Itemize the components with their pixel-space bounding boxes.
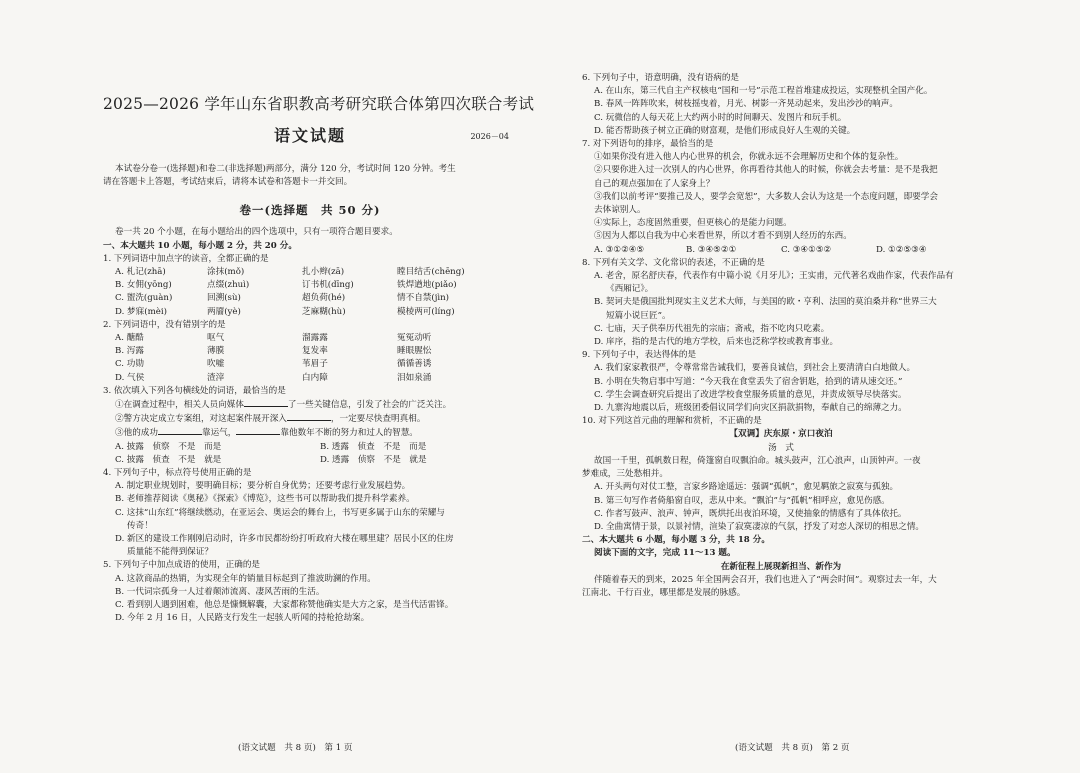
sentence-line: 去体谅别人。 <box>594 205 646 216</box>
option-cell: C. ③④①⑤② <box>781 244 832 255</box>
option-cell: A. 披露 侦察 不是 而是 <box>115 441 222 452</box>
option-cell: 芝麻糊(hù) <box>302 306 346 317</box>
option-line: D. 九寨沟地震以后，班级团委倡议同学们向灾区捐款捐物，奉献自己的绵薄之力。 <box>594 403 907 414</box>
option-cell: 复发率 <box>302 346 328 357</box>
option-cell: 泪如泉涌 <box>397 372 432 383</box>
option-cell: 模棱两可(líng) <box>397 306 455 317</box>
question-stem: 5. 下列句子中加点成语的使用，正确的是 <box>103 560 261 571</box>
poem-line: 故国一千里，孤帆数日程，倚篷窗自叹飘泊命。城头鼓声，江心浪声，山顶钟声。一夜 <box>594 455 921 466</box>
option-cell: 溜露露 <box>302 333 328 344</box>
option-line: C. 七庙，天子供奉历代祖先的宗庙；斋戒，指不吃肉只吃素。 <box>594 323 830 334</box>
option-cell: A. 札记(zhā) <box>115 267 166 278</box>
question-stem: 6. 下列句子中，语意明确，没有语病的是 <box>582 73 740 83</box>
question-stem: 8. 下列有关文学、文化常识的表述，不正确的是 <box>582 257 765 268</box>
section-note: 卷一共 20 个小题，在每小题给出的四个选项中，只有一项符合题目要求。 <box>115 227 398 238</box>
option-cell: D. 梦寐(mèi) <box>115 306 167 317</box>
question-8 <box>582 257 980 349</box>
option-line: B. 春风一阵阵吹来，树枝摇曳着，月光、树影一齐晃动起来，发出沙沙的响声。 <box>594 99 898 110</box>
sentence-part: ，一定要尽快查明真相。 <box>330 414 426 425</box>
option-cell: D. 气侯 <box>115 372 145 383</box>
option-cell: D. ①②⑤③④ <box>876 244 927 255</box>
option-line: 传奇！ <box>127 520 153 531</box>
question-6 <box>582 72 980 138</box>
option-row <box>103 358 517 371</box>
option-cell: 回溯(sù) <box>207 293 241 304</box>
sentence-line: ②只要你进入过一次别人的内心世界，你再看待其他人的时候，你就会去考量：是不是我把 <box>594 165 938 176</box>
question-stem: 9. 下列句子中，表达得体的是 <box>582 350 697 361</box>
option-cell: B. 泻露 <box>115 346 144 357</box>
option-line: B. 老师推荐阅读《奥秘》《探索》《博览》，这些书可以帮助我们提升科学素养。 <box>115 494 415 505</box>
question-7 <box>582 138 980 257</box>
option-cell: D. 透露 侦察 不是 就是 <box>320 454 427 465</box>
sentence-part: 了一些关键信息，引发了社会的广泛关注。 <box>287 400 452 411</box>
option-line: C. 看到别人遇到困难，他总是慷慨解囊，大家都称赞他确实是大方之家，是当代活雷锋。 <box>115 600 454 611</box>
fill-sentence <box>103 398 517 412</box>
reading-instruction: 阅读下面的文字，完成 11～13 题。 <box>594 548 736 559</box>
blank-line <box>287 412 331 421</box>
question-stem: 10. 对下列这首元曲的理解和赏析，不正确的是 <box>582 416 762 427</box>
option-cell: 订书机(dīng) <box>302 280 354 291</box>
fill-sentence <box>103 412 517 426</box>
option-row <box>103 441 517 454</box>
sentence-part: 靠运气， <box>201 428 237 439</box>
question-5 <box>103 559 517 625</box>
option-cell: A. 醣酷 <box>115 333 144 344</box>
question-3 <box>103 385 517 467</box>
option-line: C. 玩微信的人每天花上大约两小时的时间聊天、发图片和玩手机。 <box>594 112 847 123</box>
fill-sentence <box>103 426 517 440</box>
option-line: D. 能否帮助孩子树立正确的财富观，是他们形成良好人生观的关键。 <box>594 125 856 136</box>
poem-line: 梦难成，三处愁相并。 <box>582 469 668 480</box>
question-2 <box>103 319 517 385</box>
question-4 <box>103 467 517 559</box>
option-row <box>103 306 517 319</box>
option-line: 短篇小说巨匠”。 <box>606 310 671 321</box>
option-row <box>103 345 517 358</box>
option-line: A. 老舍，原名舒庆春，代表作有中篇小说《月牙儿》；王实甫，元代著名戏曲作家，代表作品有 <box>594 271 954 282</box>
option-line: C. 这抹“山东红”将继续燃动，在亚运会、奥运会的舞台上，书写更多属于山东的荣耀与 <box>115 507 445 518</box>
option-line: C. 作者写鼓声、浪声、钟声，既烘托出夜泊环境，又使抽象的情感有了具体依托。 <box>594 508 907 519</box>
option-line: D. 今年 2 月 16 日，人民路支行发生一起骇人听闻的持枪抢劫案。 <box>115 613 370 624</box>
question-1 <box>103 253 517 319</box>
option-cell: 呕气 <box>207 333 225 344</box>
option-cell: 苇眉子 <box>302 359 328 370</box>
option-line: C. 学生会调查研究后提出了改进学校食堂服务质量的意见，并责成领导尽快落实。 <box>594 389 907 400</box>
option-cell: 超负荷(hé) <box>302 293 346 304</box>
option-row <box>103 454 517 467</box>
sentence-line: ⑤因为人都以自我为中心来看世界，所以才看不到别人经历的东西。 <box>594 231 852 242</box>
option-line: D. 庠序，指的是古代的地方学校，后来也泛称学校或教育事业。 <box>594 337 839 348</box>
option-line: A. 这款商品的热销，为实现全年的销量目标起到了推波助澜的作用。 <box>115 573 376 584</box>
option-line: B. 一代词宗孤身一人过着颠沛流离、凄风苦雨的生活。 <box>115 586 325 597</box>
page-footer: (语文试题 共 8 页) 第 2 页 <box>735 743 850 753</box>
option-cell: 点缀(zhuì) <box>207 280 250 291</box>
option-cell: 冤冤动听 <box>397 333 432 344</box>
option-cell: 睡眼腥忪 <box>397 346 432 357</box>
question-stem: 4. 下列句子中，标点符号使用正确的是 <box>103 468 252 479</box>
intro <box>103 163 517 189</box>
option-row <box>103 372 517 385</box>
subject-row <box>103 123 517 149</box>
sentence-line: ③我们以前考评“要推己及人，要学会宽恕”，大多数人会认为这是一个态度问题，即要学会 <box>594 191 938 202</box>
option-cell: 薄膜 <box>207 346 225 357</box>
option-line: A. 我们家家教很严，令尊常常告诫我们，要善良诚信，到社会上要清清白白地做人。 <box>594 363 916 374</box>
exam-title: 2025—2026 学年山东省职教高考研究联合体第四次联合考试 <box>103 95 535 113</box>
option-cell: 瞠目结舌(chēng) <box>397 267 465 278</box>
option-cell: B. 女佣(yōng) <box>115 280 172 291</box>
blank-line <box>244 398 288 407</box>
option-cell: A. ③①②④⑤ <box>594 244 645 255</box>
option-line: 《西厢记》。 <box>606 284 654 295</box>
page-footer: (语文试题 共 8 页) 第 1 页 <box>238 743 353 753</box>
question-10 <box>582 415 980 534</box>
blank-line <box>158 426 202 435</box>
option-row <box>103 332 517 345</box>
option-line: A. 制定职业规划时，要明确目标；要分析自身优势；还要考虑行业发展趋势。 <box>115 481 411 492</box>
sentence-line: 自己的观点强加在了人家身上？ <box>594 178 715 189</box>
option-line: B. 契诃夫是俄国批判现实主义艺术大师，与美国的欧・亨利、法国的莫泊桑并称“世界三大 <box>594 297 937 308</box>
option-cell: C. 盥洗(guàn) <box>115 293 173 304</box>
question-9 <box>582 349 980 415</box>
option-line: 质量能不能得到保证？ <box>127 547 213 558</box>
subject-title: 语文试题 <box>273 126 346 145</box>
question-stem: 3. 依次填入下列各句横线处的词语，最恰当的是 <box>103 385 286 396</box>
option-cell: C. 功勋 <box>115 359 144 370</box>
article-line: 江南北、千行百业，哪里都是发展的脉感。 <box>582 587 746 598</box>
option-cell: 吹嘘 <box>207 359 225 370</box>
sentence-part: ②警方决定成立专案组，对这起案件展开深入 <box>115 414 287 425</box>
option-row <box>103 266 517 279</box>
option-line: D. 新区的建设工作刚刚启动时，许多市民都纷纷打听政府大楼在哪里建？居民小区的住房 <box>115 534 454 545</box>
poem-title: 【双调】庆东原・京口夜泊 <box>729 429 833 440</box>
option-row <box>103 279 517 292</box>
option-line: A. 开头两句对仗工整，言家乡路途遥远：强调“孤帆”，愈见羁旅之寂寞与孤独。 <box>594 482 899 493</box>
option-cell: 扎小辫(zā) <box>302 267 345 278</box>
option-cell: B. ③④⑤②① <box>686 244 737 255</box>
question-stem: 2. 下列词语中，没有错别字的是 <box>103 319 226 330</box>
option-cell: 两靥(yè) <box>207 306 241 317</box>
poem-author: 汤 式 <box>768 442 794 453</box>
option-cell: 渣滓 <box>207 372 225 383</box>
section-title: 卷一(选择题 共 50 分) <box>239 203 381 218</box>
part2-title: 二、本大题共 6 小题，每小题 3 分，共 18 分。 <box>582 535 770 546</box>
option-line: D. 全曲寓情于景，以景衬情，渲染了寂寞凄凉的气氛，抒发了对恋人深切的相思之情。 <box>594 521 925 532</box>
option-cell: 铁焊遒地(piǎo) <box>397 280 457 291</box>
article-line: 伴随着春天的到来，2025 年全国两会召开，我们也进入了“两会时间”。观察过去一年，大 <box>594 574 937 585</box>
article-title: 在新征程上展现新担当、新作为 <box>720 561 842 572</box>
question-stem: 1. 下列词语中加点字的读音，全都正确的是 <box>103 253 269 264</box>
part1-title: 一、本大题共 10 小题，每小题 2 分，共 20 分。 <box>103 240 297 251</box>
exam-date: 2026－04 <box>470 132 509 141</box>
option-line: B. 小明在失物启事中写道：“今天我在食堂丢失了宿舍钥匙，拾到的请从速交还。” <box>594 376 903 387</box>
blank-line <box>236 426 280 435</box>
option-row <box>103 292 517 305</box>
sentence-part: ①在调查过程中，相关人员向媒体 <box>115 400 244 411</box>
sentence-line: ④实际上，态度固然重要，但更核心的是能力问题。 <box>594 218 792 229</box>
option-cell: C. 披露 侦查 不是 就是 <box>115 454 222 465</box>
option-cell: 情不自禁(jìn) <box>397 293 450 304</box>
option-cell: 循循善诱 <box>397 359 432 370</box>
sentence-part: 靠他数年不断的努力和过人的智慧。 <box>280 428 418 439</box>
question-stem: 7. 对下列语句的排序，最恰当的是 <box>582 139 714 150</box>
intro-line: 请在答题卡上答题，考试结束后，请将本试卷和答题卡一并交回。 <box>103 177 353 188</box>
sentence-line: ①如果你没有进入他人内心世界的机会，你就永远不会理解历史和个体的复杂性。 <box>594 152 904 163</box>
option-cell: 白内障 <box>302 372 328 383</box>
option-row <box>582 244 980 257</box>
option-line: B. 第三句写作者倚船窗自叹，悲从中来。“飘泊”与“孤帆”相呼应，愈见伤感。 <box>594 495 890 506</box>
intro-line: 本试卷分卷一(选择题)和卷二(非选择题)两部分，满分 120 分，考试时间 120 分钟。考生 <box>115 164 456 174</box>
option-line: A. 在山东，第三代自主产权核电“国和一号”示范工程首堆建成投运，实现整机全国产化。 <box>594 86 933 97</box>
page-2 <box>545 0 1080 773</box>
sentence-part: ③他的成功 <box>115 428 158 439</box>
option-cell: 涂抹(mǒ) <box>207 267 245 278</box>
option-cell: B. 透露 侦查 不是 而是 <box>320 441 427 452</box>
